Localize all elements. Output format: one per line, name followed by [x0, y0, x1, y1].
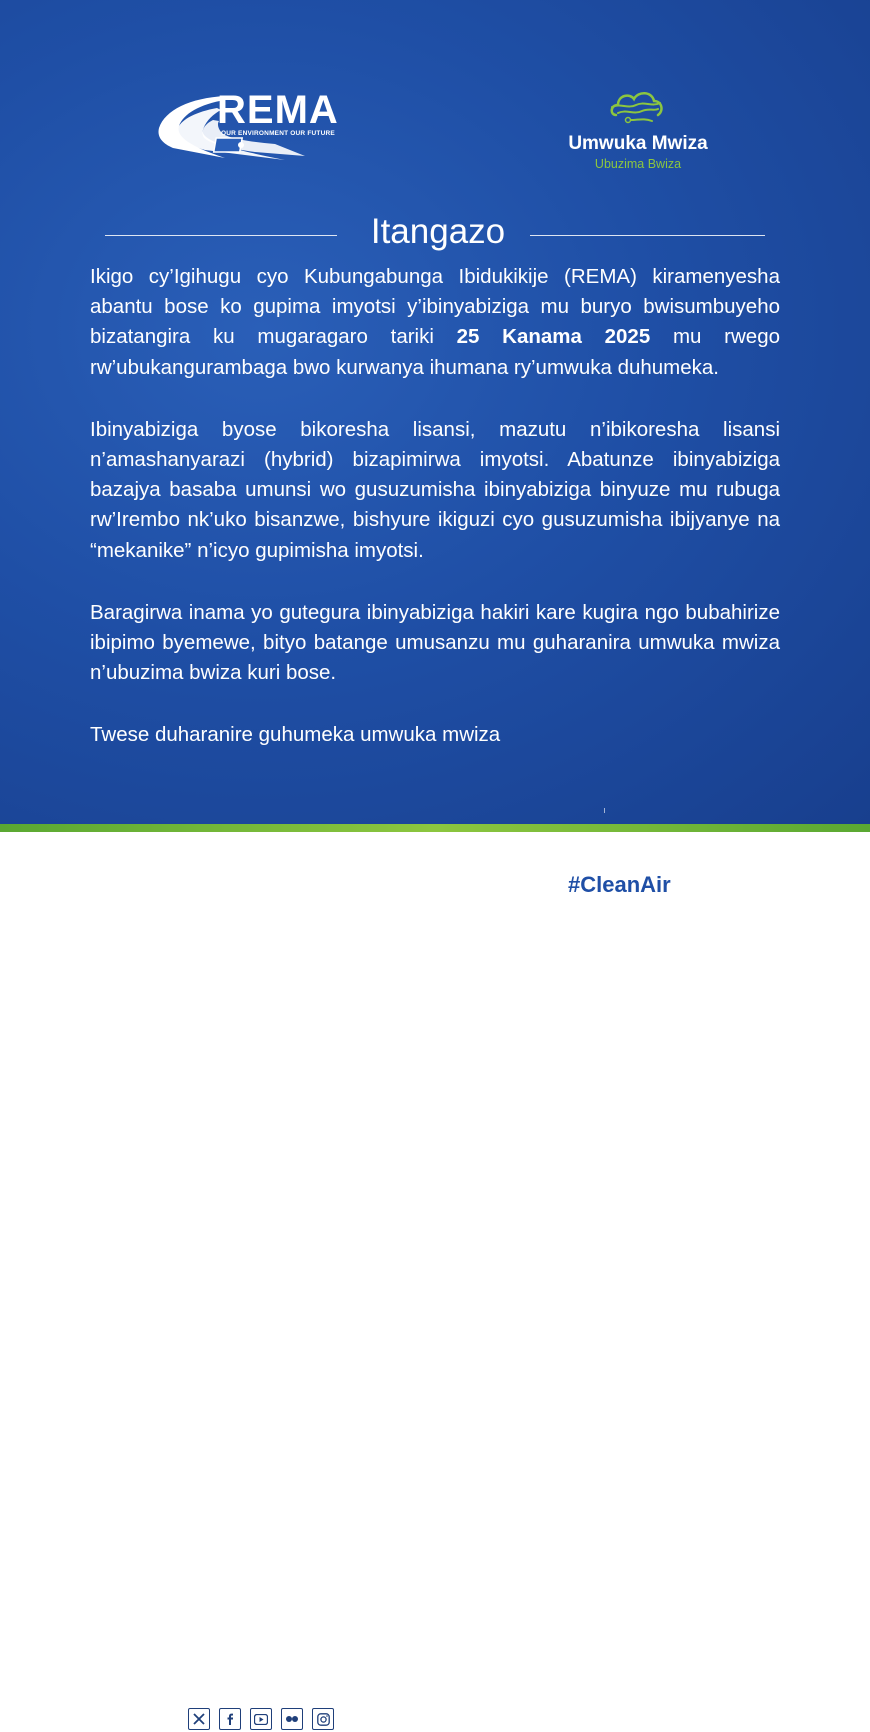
paragraph-1	[90, 262, 780, 383]
announcement-body	[90, 262, 780, 751]
x-icon[interactable]	[188, 1708, 210, 1730]
paragraph-2: Ibinyabiziga byose bikoresha lisansi, mazutu n’ibikoresha lisansi n’amashanyarazi (hybrid) bizapimirwa imyotsi. Abatunze ibinyabiziga bazajya basaba umunsi wo gusuzumisha ibinyabiziga binyuze mu rubuga rw’Irembo nk’uko bisanzwe, bishyure ikiguzi cyo gusuzumisha ibijyanye na “mekanike” n’icyo gupimisha imyotsi.	[90, 417, 780, 562]
flickr-icon[interactable]	[281, 1708, 303, 1730]
rema-name: REMA	[217, 88, 339, 132]
umwuka-mwiza-logo	[548, 85, 728, 180]
footer	[0, 832, 870, 943]
blue-panel	[0, 0, 870, 824]
rema-logo	[155, 88, 345, 168]
instagram-icon[interactable]	[312, 1708, 334, 1730]
paragraph-3: Baragirwa inama yo gutegura ibinyabiziga hakiri kare kugira ngo bubahirize ibipimo byemewe, bityo batange umusanzu mu guharanira umwuka mwiza n’ubuzima bwiza kuri bose.	[90, 600, 780, 685]
paragraph-1-end: mu rwego rw’ubukangurambaga bwo kurwanya ihumana ry’umwuka duhumeka.	[90, 325, 780, 379]
heading-divider-right	[530, 235, 765, 236]
decorative-mark	[604, 808, 605, 813]
cloud-wind-icon	[608, 85, 668, 127]
umwuka-mwiza-subtitle: Ubuzima Bwiza	[594, 157, 682, 171]
closing-line: Twese duharanire guhumeka umwuka mwiza	[90, 723, 501, 747]
page-title: Itangazo	[370, 212, 506, 251]
hashtag-clean-air[interactable]: #CleanAir	[568, 872, 671, 897]
green-divider-bar	[0, 824, 870, 832]
rema-tagline: OUR ENVIRONMENT OUR FUTURE	[221, 130, 335, 137]
umwuka-mwiza-title: Umwuka Mwiza	[568, 133, 708, 154]
announcement-date: 25 Kanama 2025	[456, 325, 651, 349]
heading-divider-left	[105, 235, 337, 236]
facebook-icon[interactable]	[219, 1708, 241, 1730]
youtube-icon[interactable]	[250, 1708, 272, 1730]
paragraph-1-start: Ikigo cy’Igihugu cyo Kubungabunga Ibidukikije (REMA) kiramenyesha abantu bose ko gupima imyotsi y’ibinyabiziga mu buryo bwisumbuyeho bizatangira ku mugaragaro tariki	[90, 265, 780, 349]
heading-row	[105, 210, 765, 258]
